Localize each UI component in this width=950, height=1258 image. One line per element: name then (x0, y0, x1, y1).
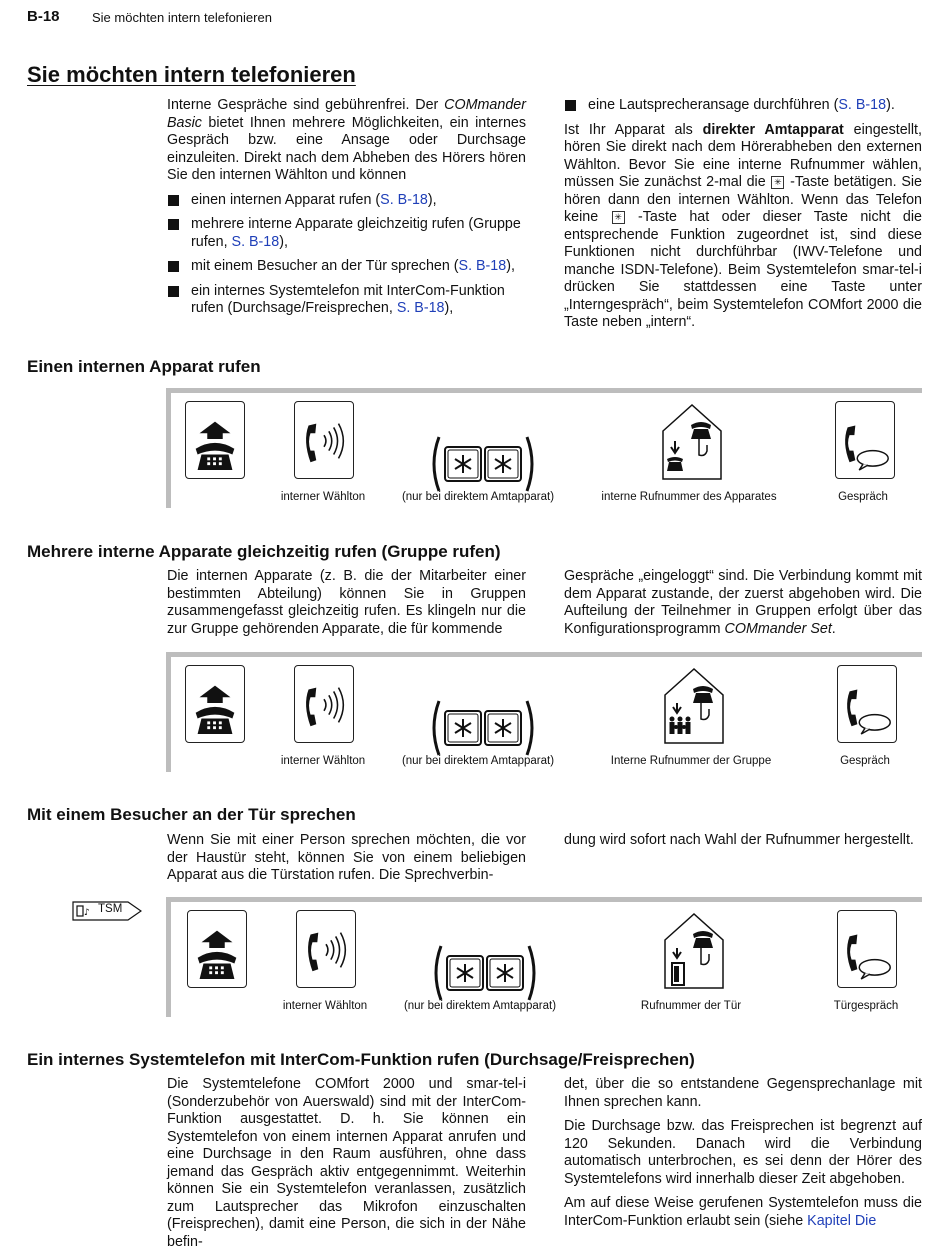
section-heading: Ein internes Systemtelefon mit InterCom-Funktion rufen (Durchsage/Freisprechen) (27, 1050, 695, 1069)
caption: Rufnummer der Tür (640, 1000, 742, 1012)
section-heading: Mit einem Besucher an der Tür sprechen (27, 805, 356, 824)
intro-bullet-list (167, 192, 526, 318)
conversation-icon (837, 665, 897, 743)
group-left-column: Die internen Apparate (z. B. die der Mitarbeiter einer bestimmten Abteilung) können Sie in Gruppen zusammengefasst gleichzeitig rufen. Es klingeln nur die zur Gruppe gehörenden Apparate, die für kommende (167, 568, 526, 637)
caption: Gespräch (838, 491, 888, 503)
lift-handset-icon (187, 910, 247, 988)
star-key-icon: ✳ (612, 211, 625, 224)
door-right-column: dung wird sofort nach Wahl der Rufnummer hergestellt. (564, 832, 914, 848)
caption: interner Wählton (282, 1000, 368, 1012)
house-group-icon (663, 665, 725, 745)
section-heading: Mehrere interne Apparate gleichzeitig rufen (Gruppe rufen) (27, 542, 501, 561)
procedure-panel (166, 652, 922, 772)
list-item: ein internes Systemtelefon mit InterCom-Funktion rufen (Durchsage/Freisprechen, S. B-18), (167, 283, 526, 318)
star-keys-icon (431, 697, 535, 759)
procedure-panel (166, 897, 922, 1017)
section-heading: Einen internen Apparat rufen (27, 357, 261, 376)
running-header: Sie möchten intern telefonieren (92, 10, 272, 25)
caption: interner Wählton (280, 755, 366, 767)
conversation-icon (837, 910, 897, 988)
list-item: mehrere interne Apparate gleichzeitig rufen (Gruppe rufen, S. B-18), (167, 216, 526, 251)
page-link[interactable]: S. B-18 (380, 191, 428, 208)
page-title: Sie möchten intern telefonieren (27, 62, 356, 87)
list-item: mit einem Besucher an der Tür sprechen (S. B-18), (167, 258, 526, 276)
caption: (nur bei direktem Amtapparat) (401, 491, 555, 503)
page-link[interactable]: S. B-18 (396, 300, 445, 316)
caption: interne Rufnummer des Apparates (601, 491, 777, 503)
tsm-label: TSM (98, 903, 123, 915)
list-item: eine Lautsprecheransage durchführen (S. B-18). (564, 97, 922, 115)
house-phone-icon (661, 401, 723, 481)
star-keys-icon (433, 942, 537, 1004)
caption: Interne Rufnummer der Gruppe (610, 755, 772, 767)
group-right-column: Gespräche „eingeloggt“ sind. Die Verbindung kommt mit dem Apparat zustande, der zuerst abgehoben wird. Die Aufteilung der Teilnehmer in Gruppen erfolgt über das Konfigurationsprogramm COMmander Set. (564, 568, 922, 637)
caption: (nur bei direktem Amtapparat) (401, 755, 555, 767)
intro-right-bullet-list (564, 97, 922, 115)
page-link[interactable]: S. B-18 (458, 258, 507, 274)
page-link[interactable]: S. B-18 (838, 97, 887, 113)
dial-tone-icon (294, 665, 354, 743)
star-keys-icon (431, 433, 535, 495)
intercom-left-column: Die Systemtelefone COMfort 2000 und smar-tel-i (Sonderzubehör von Auerswald) sind mit der InterCom-Funktion ausgestattet. D. h. Sie können ein Systemtelefon von einem internen Apparat anrufen und eine Durchsage in den Raum ausführen, ohne dass jemand das Gespräch aktiv entgegennimmt. Weiterhin können Sie ein Systemtelefon veranlassen, zusätzlich zum Lautsprecher das Mikrofon einzuschalten (Freisprechen), damit eine Person, die sich in der Nähe befin- (167, 1076, 526, 1250)
conversation-icon (835, 401, 895, 479)
intro-left-column (167, 97, 526, 325)
page-number: B-18 (27, 8, 60, 25)
door-left-column: Wenn Sie mit einer Person sprechen möchten, die vor der Haustür steht, können Sie von einem beliebigen Apparat aus die Türstation rufen. Die Sprechverbin- (167, 832, 526, 883)
lift-handset-icon (185, 401, 245, 479)
dial-tone-icon (296, 910, 356, 988)
lift-handset-icon (185, 665, 245, 743)
amtapparat-paragraph: Ist Ihr Apparat als direkter Amtapparat eingestellt, hören Sie direkt nach dem Hörerabheben den externen Wählton. Bevor Sie eine interne Rufnummer wählen, müssen Sie zunächst 2-mal die ✳ -Taste betätigen. Sie hören dann den internen Wählton. Wenn das Telefon keine ✳ -Taste hat oder dieser Taste nicht die entsprechende Funktion zugeordnet ist, sind diese Funktionen nicht durchführbar (IWV-Telefone und manche ISDN-Telefone). Beim Systemtelefon smar-tel-i drücken Sie stattdessen eine Taste unter „Interngespräch“, beim Systemtelefon COMfort 2000 die Taste neben „intern“. (564, 121, 923, 330)
svg-text:♪: ♪ (84, 908, 90, 918)
caption: (nur bei direktem Amtapparat) (403, 1000, 557, 1012)
house-door-icon (663, 910, 725, 990)
page-link[interactable]: S. B-18 (231, 233, 280, 250)
list-item: einen internen Apparat rufen (S. B-18), (167, 192, 526, 210)
procedure-panel (166, 388, 922, 508)
intro-right-column (564, 97, 922, 339)
caption: Türgespräch (833, 1000, 899, 1012)
caption: interner Wählton (280, 491, 366, 503)
intercom-right-column: det, über die so entstandene Gegensprechanlage mit Ihnen sprechen kann. Die Durchsage bzw. das Freisprechen ist begrenzt auf 120 Sekunden. Danach wird die Verbindung automatisch unterbrochen, es sei denn der Hörer des Systemtelefons wird innerhalb dieser Zeit abgehoben. Am auf diese Weise gerufenen Systemtelefon muss die InterCom-Funktion erlaubt sein (siehe Kapitel Die (564, 1076, 922, 1229)
intro-paragraph: Interne Gespräche sind gebührenfrei. Der COMmander Basic bietet Ihnen mehrere Möglichkeiten, ein internes Gespräch bzw. eine Ansage oder Durchsage einzuleiten. Direkt nach dem Abheben des Hörers hören Sie den internen Wählton und können (167, 97, 526, 183)
chapter-link[interactable]: Kapitel Die (807, 1212, 877, 1229)
caption: Gespräch (840, 755, 890, 767)
star-key-icon: ✳ (771, 176, 784, 189)
dial-tone-icon (294, 401, 354, 479)
